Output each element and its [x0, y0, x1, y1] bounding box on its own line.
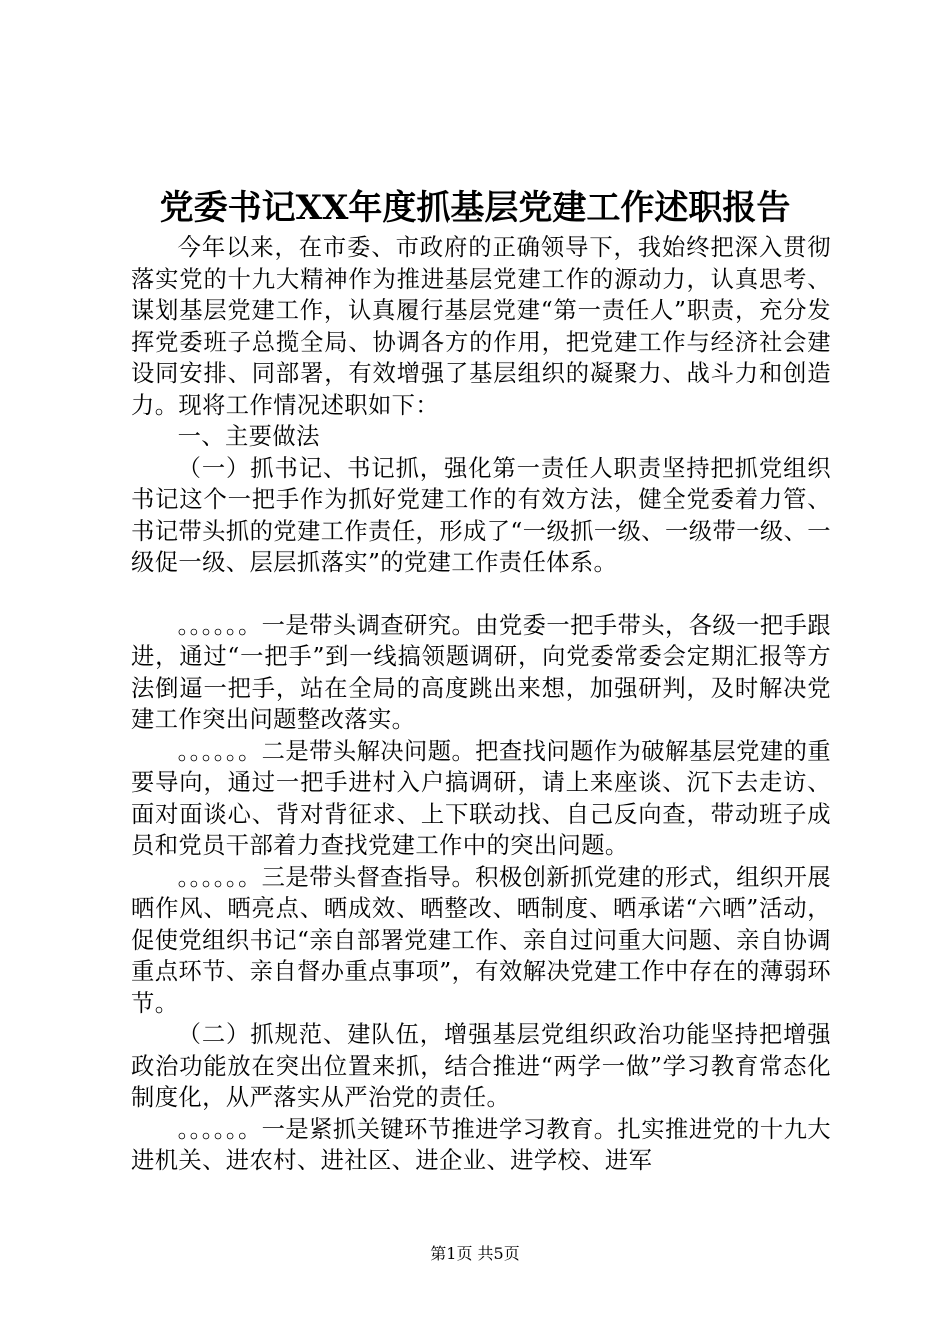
paragraph-subsection-1: （一）抓书记、书记抓，强化第一责任人职责坚持把抓党组织书记这个一把手作为抓好党建工作的有效方法，健全党委着力管、书记带头抓的党建工作责任，形成了“一级抓一级、一级带一级、一级促一级、层层抓落实”的党建工作责任体系。 — [131, 454, 831, 576]
paragraph-point-study: 。。。。。。一是紧抓关键环节推进学习教育。扎实推进党的十九大进机关、进农村、进社区、进企业、进学校、进军 — [131, 1115, 831, 1174]
paragraph-point-research: 。。。。。。一是带头调查研究。由党委一把手带头，各级一把手跟进，通过“一把手”到一线搞领题调研，向党委常委会定期汇报等方法倒逼一把手，站在全局的高度跳出来想，加强研判，及时解决党建工作突出问题整改落实。 — [131, 611, 831, 733]
paragraph-point-supervision: 。。。。。。三是带头督查指导。积极创新抓党建的形式，组织开展晒作风、晒亮点、晒成效、晒整改、晒制度、晒承诺“六晒”活动，促使党组织书记“亲自部署党建工作、亲自过问重大问题、亲自协调重点环节、亲自督办重点事项”，有效解决党建工作中存在的薄弱环节。 — [131, 863, 831, 1017]
paragraph-subsection-2: （二）抓规范、建队伍，增强基层党组织政治功能坚持把增强政治功能放在突出位置来抓，结合推进“两学一做”学习教育常态化制度化，从严落实从严治党的责任。 — [131, 1021, 831, 1111]
document-title: 党委书记XX年度抓基层党建工作述职报告 — [159, 188, 791, 228]
document-body — [131, 232, 831, 1177]
page-number-footer: 第1页 共5页 — [430, 1244, 520, 1263]
paragraph-point-problems: 。。。。。。二是带头解决问题。把查找问题作为破解基层党建的重要导向，通过一把手进村入户搞调研，请上来座谈、沉下去走访、面对面谈心、背对背征求、上下联动找、自己反向查，带动班子成员和党员干部着力查找党建工作中的突出问题。 — [131, 737, 831, 859]
section-heading-main-practices: 一、主要做法 — [177, 423, 320, 450]
paragraph-intro: 今年以来，在市委、市政府的正确领导下，我始终把深入贯彻落实党的十九大精神作为推进基层党建工作的源动力，认真思考、谋划基层党建工作，认真履行基层党建“第一责任人”职责，充分发挥党委班子总揽全局、协调各方的作用，把党建工作与经济社会建设同安排、同部署，有效增强了基层组织的凝聚力、战斗力和创造力。现将工作情况述职如下： — [131, 234, 831, 419]
